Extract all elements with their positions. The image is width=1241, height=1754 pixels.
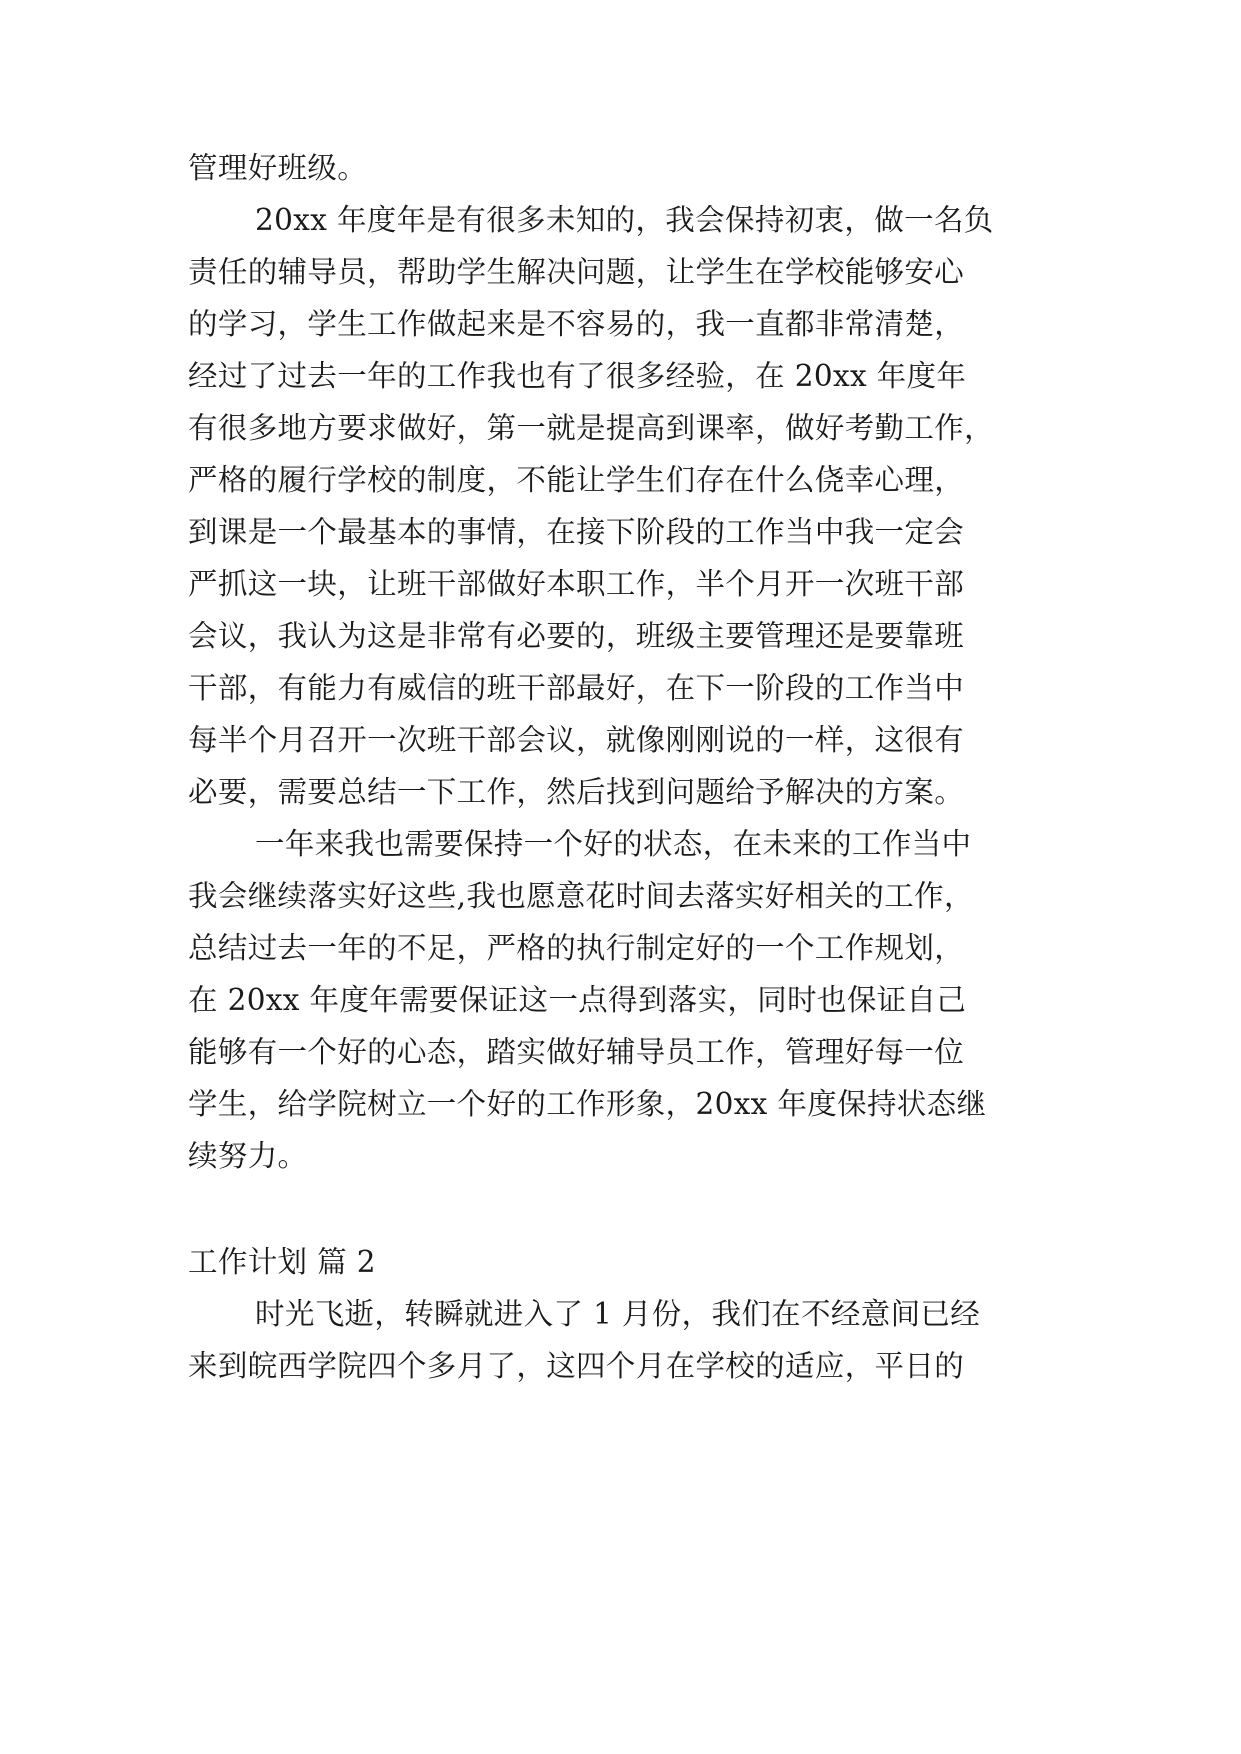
paragraph-line: 必要，需要总结一下工作，然后找到问题给予解决的方案。 xyxy=(188,775,965,809)
paragraph-line: 的学习，学生工作做起来是不容易的，我一直都非常清楚， xyxy=(188,307,965,341)
paragraph-line: 来到皖西学院四个多月了，这四个月在学校的适应，平日的 xyxy=(188,1349,965,1383)
paragraph-line: 干部，有能力有威信的班干部最好，在下一阶段的工作当中 xyxy=(188,671,965,705)
paragraph-line: 严抓这一块，让班干部做好本职工作，半个月开一次班干部 xyxy=(188,567,965,601)
paragraph-line: 我会继续落实好这些,我也愿意花时间去落实好相关的工作， xyxy=(188,879,974,913)
paragraph-line: 每半个月召开一次班干部会议，就像刚刚说的一样，这很有 xyxy=(188,723,965,757)
paragraph-line: 续努力。 xyxy=(188,1139,308,1173)
paragraph-line: 学生，给学院树立一个好的工作形象，20xx 年度保持状态继 xyxy=(188,1087,987,1121)
paragraph-line: 时光飞逝，转瞬就进入了 1 月份，我们在不经意间已经 xyxy=(255,1297,981,1331)
section-heading: 工作计划 篇 2 xyxy=(188,1245,376,1279)
paragraph-line: 在 20xx 年度年需要保证这一点得到落实，同时也保证自己 xyxy=(188,983,967,1017)
paragraph-line: 管理好班级。 xyxy=(188,151,368,185)
paragraph-line: 到课是一个最基本的事情，在接下阶段的工作当中我一定会 xyxy=(188,515,965,549)
paragraph-line: 经过了过去一年的工作我也有了很多经验，在 20xx 年度年 xyxy=(188,359,967,393)
paragraph-line: 能够有一个好的心态，踏实做好辅导员工作，管理好每一位 xyxy=(188,1035,965,1069)
paragraph-line: 严格的履行学校的制度，不能让学生们存在什么侥幸心理， xyxy=(188,463,965,497)
paragraph-line: 责任的辅导员，帮助学生解决问题，让学生在学校能够安心 xyxy=(188,255,965,289)
paragraph-line: 有很多地方要求做好，第一就是提高到课率，做好考勤工作， xyxy=(188,411,994,445)
paragraph-line: 一年来我也需要保持一个好的状态，在未来的工作当中 xyxy=(255,827,972,861)
paragraph-line: 20xx 年度年是有很多未知的，我会保持初衷，做一名负 xyxy=(255,203,994,237)
paragraph-line: 会议，我认为这是非常有必要的，班级主要管理还是要靠班 xyxy=(188,619,965,653)
paragraph-line: 总结过去一年的不足，严格的执行制定好的一个工作规划， xyxy=(188,931,965,965)
